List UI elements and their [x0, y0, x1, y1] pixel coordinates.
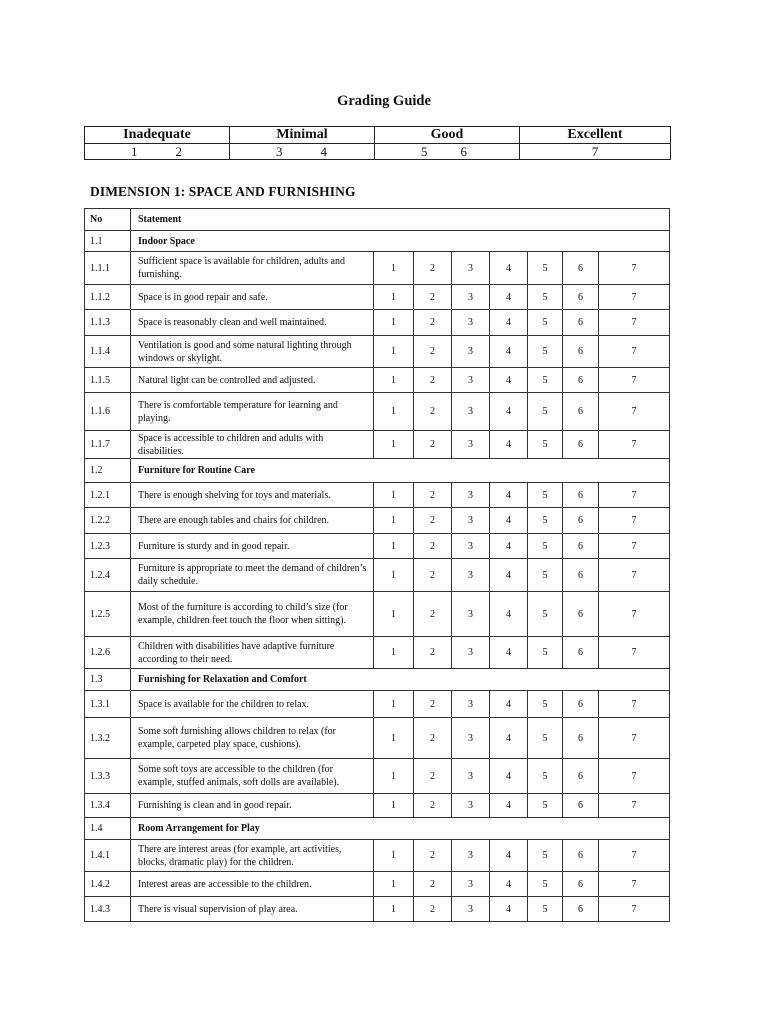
item-number: 1.1.6 — [85, 393, 131, 431]
item-statement: Most of the furniture is according to child’s size (for example, children feet touch the floor when sitting). — [131, 592, 374, 637]
dimension-title: DIMENSION 1: SPACE AND FURNISHING — [90, 184, 356, 199]
section-row — [85, 459, 670, 483]
item-statement: Furniture is appropriate to meet the demand of children’s daily schedule. — [131, 559, 374, 592]
rating-score-4: 4 — [490, 252, 528, 285]
section-number: 1.1 — [85, 231, 131, 252]
rating-score-3: 3 — [452, 393, 490, 431]
rating-score-6: 6 — [563, 393, 599, 431]
table-row — [85, 534, 670, 559]
rating-score-1: 1 — [374, 285, 414, 310]
table-row — [85, 897, 670, 922]
table-row — [85, 637, 670, 669]
item-number: 1.2.3 — [85, 534, 131, 559]
grade-score: 5 — [421, 144, 428, 159]
rating-score-2: 2 — [414, 872, 452, 897]
rating-score-5: 5 — [528, 534, 563, 559]
item-statement: Furnishing is clean and in good repair. — [131, 794, 374, 818]
rating-score-1: 1 — [374, 872, 414, 897]
rating-score-6: 6 — [563, 794, 599, 818]
rating-score-6: 6 — [563, 840, 599, 872]
rating-score-7: 7 — [599, 368, 670, 393]
item-statement: There are interest areas (for example, art activities, blocks, dramatic play) for the children. — [131, 840, 374, 872]
rating-score-6: 6 — [563, 336, 599, 368]
item-number: 1.2.4 — [85, 559, 131, 592]
item-number: 1.1.5 — [85, 368, 131, 393]
grade-label-inadequate: Inadequate — [85, 127, 230, 144]
grade-label-minimal: Minimal — [230, 127, 375, 144]
rating-score-5: 5 — [528, 759, 563, 794]
rating-score-1: 1 — [374, 691, 414, 718]
item-number: 1.1.4 — [85, 336, 131, 368]
rating-score-4: 4 — [490, 840, 528, 872]
rating-score-5: 5 — [528, 872, 563, 897]
rating-score-6: 6 — [563, 431, 599, 459]
rating-score-6: 6 — [563, 637, 599, 669]
item-number: 1.3.3 — [85, 759, 131, 794]
grade-label-excellent: Excellent — [520, 127, 671, 144]
item-number: 1.3.4 — [85, 794, 131, 818]
rating-score-6: 6 — [563, 897, 599, 922]
rating-score-2: 2 — [414, 534, 452, 559]
rating-score-2: 2 — [414, 637, 452, 669]
item-statement: There is enough shelving for toys and materials. — [131, 483, 374, 508]
item-number: 1.1.7 — [85, 431, 131, 459]
rating-score-4: 4 — [490, 285, 528, 310]
rating-score-3: 3 — [452, 559, 490, 592]
grade-score: 6 — [460, 144, 467, 159]
rating-score-2: 2 — [414, 431, 452, 459]
section-row — [85, 669, 670, 691]
rating-score-7: 7 — [599, 691, 670, 718]
table-row — [85, 431, 670, 459]
grade-label-good: Good — [375, 127, 520, 144]
rating-score-4: 4 — [490, 718, 528, 759]
rating-score-5: 5 — [528, 718, 563, 759]
section-row — [85, 818, 670, 840]
table-row — [85, 559, 670, 592]
rating-score-2: 2 — [414, 336, 452, 368]
rating-score-3: 3 — [452, 872, 490, 897]
rating-score-3: 3 — [452, 718, 490, 759]
rating-score-3: 3 — [452, 368, 490, 393]
rating-score-4: 4 — [490, 368, 528, 393]
rating-score-7: 7 — [599, 840, 670, 872]
rating-score-5: 5 — [528, 368, 563, 393]
rating-score-6: 6 — [563, 872, 599, 897]
rating-score-5: 5 — [528, 559, 563, 592]
rating-score-6: 6 — [563, 285, 599, 310]
rating-score-7: 7 — [599, 508, 670, 534]
rating-score-7: 7 — [599, 285, 670, 310]
item-number: 1.4.1 — [85, 840, 131, 872]
grade-scores-inadequate — [85, 144, 230, 160]
rating-score-5: 5 — [528, 897, 563, 922]
grade-score: 2 — [175, 144, 182, 159]
table-row — [85, 592, 670, 637]
rating-score-1: 1 — [374, 794, 414, 818]
rating-score-1: 1 — [374, 559, 414, 592]
rating-score-7: 7 — [599, 718, 670, 759]
rating-score-2: 2 — [414, 483, 452, 508]
rating-score-4: 4 — [490, 592, 528, 637]
item-statement: Space is accessible to children and adults with disabilities. — [131, 431, 374, 459]
grade-scores-minimal — [230, 144, 375, 160]
rating-score-6: 6 — [563, 592, 599, 637]
rating-score-3: 3 — [452, 252, 490, 285]
rating-score-1: 1 — [374, 508, 414, 534]
rating-score-6: 6 — [563, 759, 599, 794]
rating-score-4: 4 — [490, 794, 528, 818]
item-statement: Space is available for the children to relax. — [131, 691, 374, 718]
rating-score-4: 4 — [490, 336, 528, 368]
rating-score-2: 2 — [414, 794, 452, 818]
rating-score-5: 5 — [528, 336, 563, 368]
rating-score-2: 2 — [414, 840, 452, 872]
item-number: 1.1.3 — [85, 310, 131, 336]
rating-score-1: 1 — [374, 592, 414, 637]
rating-score-1: 1 — [374, 534, 414, 559]
item-statement: Some soft toys are accessible to the children (for example, stuffed animals, soft dolls are available). — [131, 759, 374, 794]
rating-score-1: 1 — [374, 368, 414, 393]
rating-score-1: 1 — [374, 637, 414, 669]
rating-score-6: 6 — [563, 310, 599, 336]
rating-score-6: 6 — [563, 559, 599, 592]
item-statement: Interest areas are accessible to the children. — [131, 872, 374, 897]
table-row — [85, 840, 670, 872]
rating-score-7: 7 — [599, 483, 670, 508]
rating-score-4: 4 — [490, 310, 528, 336]
table-row — [85, 336, 670, 368]
rating-score-2: 2 — [414, 897, 452, 922]
rating-score-3: 3 — [452, 431, 490, 459]
item-number: 1.1.2 — [85, 285, 131, 310]
rating-score-4: 4 — [490, 431, 528, 459]
page-title: Grading Guide — [337, 93, 431, 109]
rating-score-7: 7 — [599, 637, 670, 669]
column-header-no: No — [85, 209, 131, 231]
grade-score: 7 — [591, 144, 599, 159]
rating-score-6: 6 — [563, 483, 599, 508]
rating-score-5: 5 — [528, 310, 563, 336]
rating-score-5: 5 — [528, 508, 563, 534]
rating-score-5: 5 — [528, 794, 563, 818]
rating-score-7: 7 — [599, 336, 670, 368]
rating-score-7: 7 — [599, 759, 670, 794]
rating-score-4: 4 — [490, 534, 528, 559]
rating-score-7: 7 — [599, 559, 670, 592]
rating-score-4: 4 — [490, 637, 528, 669]
rating-score-6: 6 — [563, 534, 599, 559]
rating-score-2: 2 — [414, 759, 452, 794]
rating-score-4: 4 — [490, 897, 528, 922]
rating-score-5: 5 — [528, 637, 563, 669]
rating-score-7: 7 — [599, 393, 670, 431]
item-statement: There are enough tables and chairs for children. — [131, 508, 374, 534]
rating-score-1: 1 — [374, 336, 414, 368]
rating-score-2: 2 — [414, 310, 452, 336]
grade-scores-excellent — [520, 144, 671, 160]
rating-score-6: 6 — [563, 508, 599, 534]
rating-score-5: 5 — [528, 393, 563, 431]
section-row — [85, 231, 670, 252]
rating-score-1: 1 — [374, 840, 414, 872]
item-number: 1.3.1 — [85, 691, 131, 718]
grade-score: 3 — [276, 144, 283, 159]
rating-score-4: 4 — [490, 483, 528, 508]
rating-score-3: 3 — [452, 508, 490, 534]
item-number: 1.4.3 — [85, 897, 131, 922]
rating-score-3: 3 — [452, 840, 490, 872]
rating-score-1: 1 — [374, 759, 414, 794]
rating-score-2: 2 — [414, 691, 452, 718]
rating-score-4: 4 — [490, 691, 528, 718]
section-title: Furnishing for Relaxation and Comfort — [131, 669, 670, 691]
rating-score-5: 5 — [528, 431, 563, 459]
item-statement: Ventilation is good and some natural lighting through windows or skylight. — [131, 336, 374, 368]
rating-score-5: 5 — [528, 840, 563, 872]
rating-score-4: 4 — [490, 759, 528, 794]
rating-score-7: 7 — [599, 872, 670, 897]
rating-score-3: 3 — [452, 637, 490, 669]
rating-score-7: 7 — [599, 431, 670, 459]
rating-score-7: 7 — [599, 534, 670, 559]
rating-score-6: 6 — [563, 368, 599, 393]
rating-score-2: 2 — [414, 559, 452, 592]
rating-score-5: 5 — [528, 285, 563, 310]
section-number: 1.4 — [85, 818, 131, 840]
rating-score-1: 1 — [374, 431, 414, 459]
table-row — [85, 368, 670, 393]
rating-score-6: 6 — [563, 718, 599, 759]
rating-score-4: 4 — [490, 559, 528, 592]
grade-scores-good — [375, 144, 520, 160]
rating-score-2: 2 — [414, 393, 452, 431]
grading-guide-table — [84, 126, 671, 160]
rating-score-2: 2 — [414, 252, 452, 285]
item-statement: Furniture is sturdy and in good repair. — [131, 534, 374, 559]
table-row — [85, 872, 670, 897]
rating-score-5: 5 — [528, 691, 563, 718]
rating-score-1: 1 — [374, 483, 414, 508]
item-statement: Some soft furnishing allows children to relax (for example, carpeted play space, cushions). — [131, 718, 374, 759]
rating-score-5: 5 — [528, 252, 563, 285]
section-title: Indoor Space — [131, 231, 670, 252]
rating-score-5: 5 — [528, 592, 563, 637]
rating-score-1: 1 — [374, 252, 414, 285]
rating-score-3: 3 — [452, 592, 490, 637]
section-number: 1.3 — [85, 669, 131, 691]
rating-score-2: 2 — [414, 718, 452, 759]
section-number: 1.2 — [85, 459, 131, 483]
rating-score-7: 7 — [599, 310, 670, 336]
rating-score-7: 7 — [599, 252, 670, 285]
rating-score-6: 6 — [563, 252, 599, 285]
rating-score-1: 1 — [374, 310, 414, 336]
rating-score-3: 3 — [452, 285, 490, 310]
item-number: 1.2.6 — [85, 637, 131, 669]
item-statement: There is visual supervision of play area. — [131, 897, 374, 922]
statements-table — [84, 208, 670, 922]
rating-score-2: 2 — [414, 285, 452, 310]
table-row — [85, 483, 670, 508]
item-statement: Children with disabilities have adaptive furniture according to their need. — [131, 637, 374, 669]
rating-score-6: 6 — [563, 691, 599, 718]
table-row — [85, 691, 670, 718]
rating-score-1: 1 — [374, 718, 414, 759]
section-title: Room Arrangement for Play — [131, 818, 670, 840]
rating-score-7: 7 — [599, 794, 670, 818]
rating-score-2: 2 — [414, 508, 452, 534]
item-number: 1.2.1 — [85, 483, 131, 508]
rating-score-4: 4 — [490, 393, 528, 431]
table-row — [85, 759, 670, 794]
rating-score-7: 7 — [599, 592, 670, 637]
table-row — [85, 508, 670, 534]
rating-score-4: 4 — [490, 872, 528, 897]
section-title: Furniture for Routine Care — [131, 459, 670, 483]
rating-score-2: 2 — [414, 368, 452, 393]
rating-score-3: 3 — [452, 336, 490, 368]
item-number: 1.1.1 — [85, 252, 131, 285]
rating-score-4: 4 — [490, 508, 528, 534]
rating-score-3: 3 — [452, 310, 490, 336]
rating-score-2: 2 — [414, 592, 452, 637]
rating-score-1: 1 — [374, 393, 414, 431]
table-header-row — [85, 209, 670, 231]
rating-score-1: 1 — [374, 897, 414, 922]
item-statement: Space is in good repair and safe. — [131, 285, 374, 310]
item-number: 1.4.2 — [85, 872, 131, 897]
rating-score-3: 3 — [452, 534, 490, 559]
table-row — [85, 718, 670, 759]
grade-score: 1 — [131, 144, 138, 159]
column-header-statement: Statement — [131, 209, 670, 231]
item-statement: Sufficient space is available for children, adults and furnishing. — [131, 252, 374, 285]
table-row — [85, 285, 670, 310]
item-number: 1.3.2 — [85, 718, 131, 759]
item-statement: Natural light can be controlled and adjusted. — [131, 368, 374, 393]
rating-score-7: 7 — [599, 897, 670, 922]
item-number: 1.2.5 — [85, 592, 131, 637]
rating-score-3: 3 — [452, 691, 490, 718]
rating-score-5: 5 — [528, 483, 563, 508]
rating-score-3: 3 — [452, 483, 490, 508]
rating-score-3: 3 — [452, 897, 490, 922]
item-statement: Space is reasonably clean and well maintained. — [131, 310, 374, 336]
rating-score-3: 3 — [452, 759, 490, 794]
table-row — [85, 393, 670, 431]
item-statement: There is comfortable temperature for learning and playing. — [131, 393, 374, 431]
table-row — [85, 310, 670, 336]
table-row — [85, 252, 670, 285]
item-number: 1.2.2 — [85, 508, 131, 534]
table-row — [85, 794, 670, 818]
rating-score-3: 3 — [452, 794, 490, 818]
grade-score: 4 — [320, 144, 327, 159]
